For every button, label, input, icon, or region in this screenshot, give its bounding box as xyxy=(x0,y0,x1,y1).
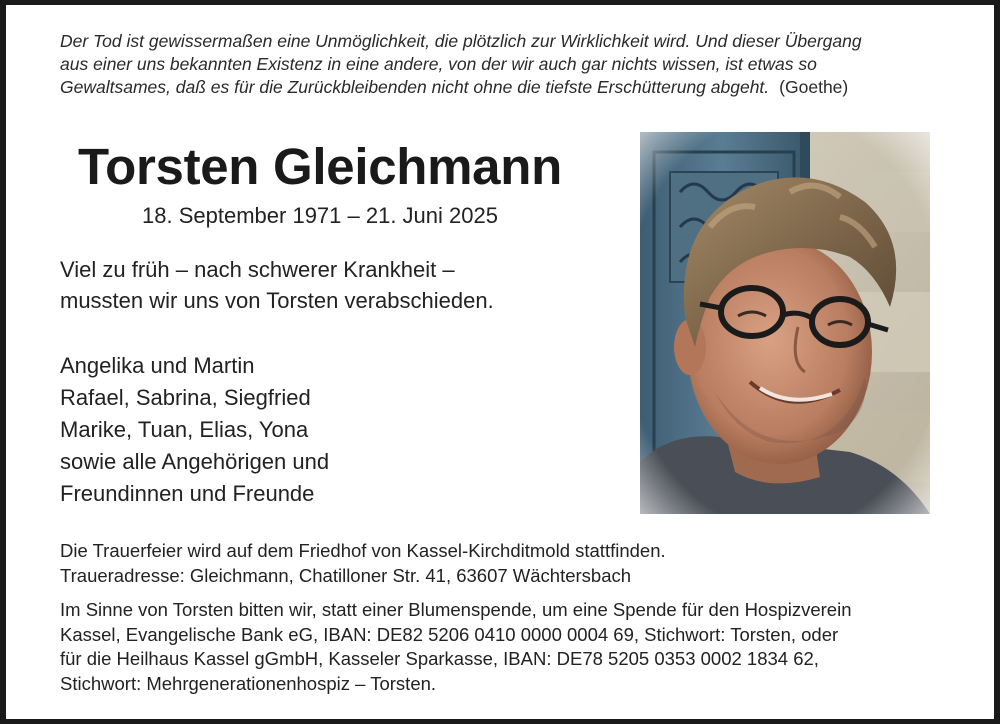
donation-info xyxy=(60,598,950,696)
goethe-quote xyxy=(60,30,950,99)
portrait-photo xyxy=(640,132,930,514)
donation-line: Im Sinne von Torsten bitten wir, statt einer Blumenspende, um eine Spende für den Hospizverein xyxy=(60,599,852,620)
mourner-line: Angelika und Martin xyxy=(60,353,255,378)
mourner-line: Marike, Tuan, Elias, Yona xyxy=(60,417,309,442)
quote-line-text: Gewaltsames, daß es für die Zurückbleibenden nicht ohne die tiefste Erschütterung abgeht. xyxy=(60,77,770,97)
ceremony-line: Traueradresse: Gleichmann, Chatilloner Str. 41, 63607 Wächtersbach xyxy=(60,565,632,586)
quote-line: Der Tod ist gewissermaßen eine Unmöglichkeit, die plötzlich zur Wirklichkeit wird. Und dieser Übergang xyxy=(60,31,862,51)
quote-author: (Goethe) xyxy=(779,77,849,97)
message-line: mussten wir uns von Torsten verabschieden. xyxy=(60,288,494,313)
donation-line: Kassel, Evangelische Bank eG, IBAN: DE82 5206 0410 0000 0004 69, Stichwort: Torsten, oder xyxy=(60,623,839,645)
farewell-message xyxy=(60,254,580,316)
mourner-line: sowie alle Angehörigen und xyxy=(60,449,330,474)
donation-line: Stichwort: Mehrgenerationenhospiz – Torsten. xyxy=(60,672,437,694)
mourner-line: Freundinnen und Freunde xyxy=(60,481,315,506)
ceremony-line: Die Trauerfeier wird auf dem Friedhof von Kassel-Kirchditmold stattfinden. xyxy=(60,540,666,561)
ceremony-info xyxy=(60,538,950,588)
quote-line xyxy=(60,76,950,99)
donation-line: für die Heilhaus Kassel gGmbH, Kasseler Sparkasse, IBAN: DE78 5205 0353 0002 1834 62, xyxy=(60,648,819,669)
message-line: Viel zu früh – nach schwerer Krankheit – xyxy=(60,257,455,282)
mourners-list xyxy=(60,350,580,510)
deceased-name: Torsten Gleichmann xyxy=(78,138,562,195)
life-dates: 18. September 1971 – 21. Juni 2025 xyxy=(142,203,498,228)
mourner-line: Rafael, Sabrina, Siegfried xyxy=(60,385,311,410)
quote-line: aus einer uns bekannten Existenz in eine andere, von der wir auch gar nichts wissen, ist etwas so xyxy=(60,54,817,74)
